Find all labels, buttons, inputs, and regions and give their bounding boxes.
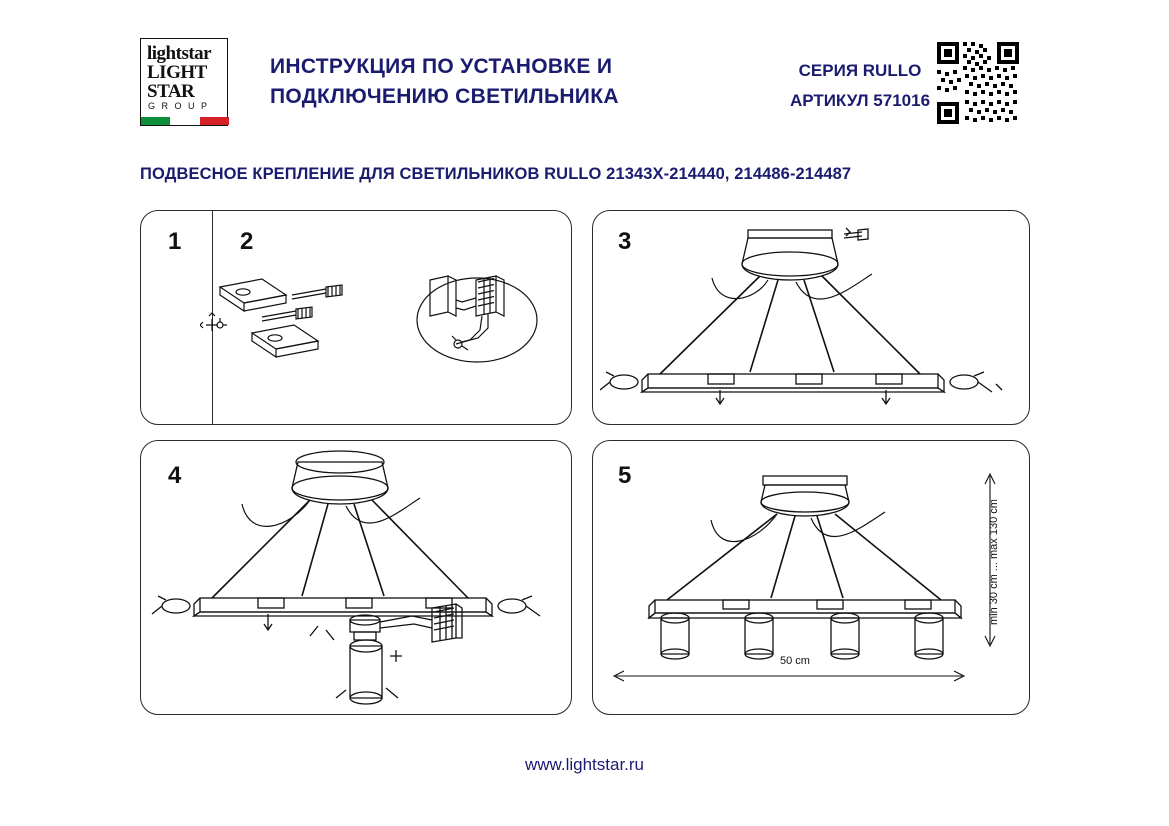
italian-flag-icon	[141, 117, 229, 125]
step-number-5: 5	[618, 462, 632, 489]
brand-logo-line3: LIGHT	[147, 62, 207, 83]
product-article: АРТИКУЛ 571016	[789, 91, 931, 110]
step-5-illustration	[615, 468, 1015, 673]
page-title-line2: ПОДКЛЮЧЕНИЮ СВЕТИЛЬНИКА	[270, 85, 619, 108]
brand-logo-line1: lightstar	[147, 43, 212, 64]
qr-code-icon	[933, 38, 1023, 128]
product-series: СЕРИЯ RULLO	[798, 61, 922, 80]
page-title	[270, 52, 710, 112]
step-3-illustration	[600, 222, 1020, 422]
page-title-line1: ИНСТРУКЦИЯ ПО УСТАНОВКЕ И	[270, 55, 613, 78]
height-dimension-label: min 30 cm ... max 130 cm	[988, 499, 1000, 625]
step-number-4: 4	[168, 462, 182, 489]
footer-website[interactable]: www.lightstar.ru	[524, 755, 645, 774]
step-1-illustration	[200, 265, 360, 380]
brand-logo-group-label: G R O U P	[148, 101, 210, 111]
brand-logo	[140, 38, 228, 126]
document-header	[140, 38, 1030, 130]
width-dimension-label: 50 cm	[780, 655, 810, 667]
brand-logo-text	[147, 44, 211, 101]
step-number-3: 3	[618, 228, 632, 255]
brand-logo-line2: STAR	[147, 81, 195, 102]
section-subtitle: ПОДВЕСНОЕ КРЕПЛЕНИЕ ДЛЯ СВЕТИЛЬНИКОВ RULLO 21343X-214440, 214486-214487	[140, 165, 852, 183]
step-2-illustration	[412, 268, 542, 383]
step-number-2: 2	[240, 228, 254, 255]
step-number-1: 1	[168, 228, 182, 255]
step-4-illustration	[150, 450, 562, 713]
